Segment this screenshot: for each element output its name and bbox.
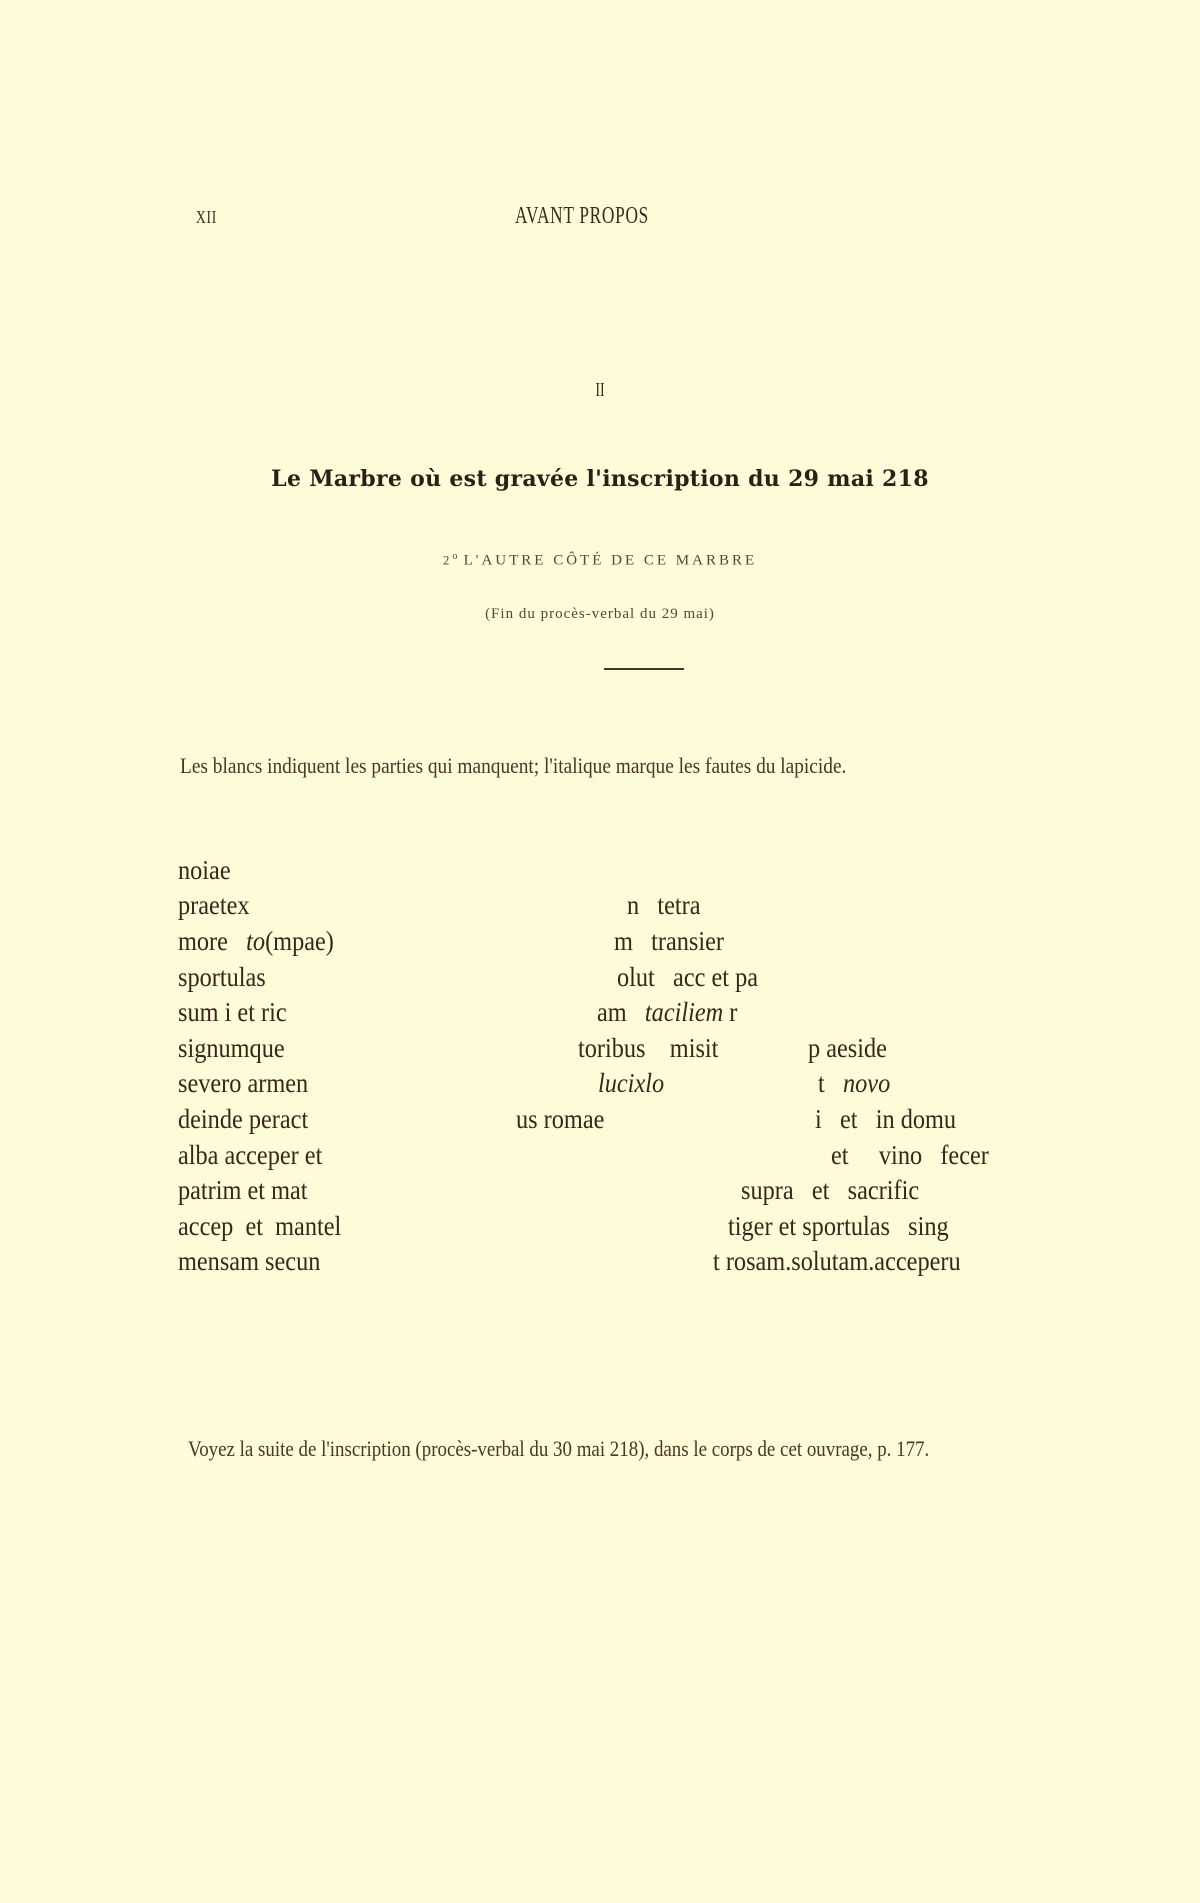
intro-paragraph: Les blancs indiquent les parties qui manquent; l'italique marque les fautes du lapicide. [180,753,847,778]
footer-note: Voyez la suite de l'inscription (procès-verbal du 30 mai 218), dans le corps de cet ouvrage, p. 177. [188,1436,930,1461]
inscription-word: t [818,1068,825,1098]
inscription-left-line: praetex [178,890,250,920]
inscription-right-line [597,997,737,1027]
divider-rule [604,668,684,670]
inscription-right-line: tiger et sportulas sing [728,1211,949,1241]
inscription-left-line: sportulas [178,962,266,992]
inscription-right-line: t rosam.solutam.acceperu [713,1246,961,1276]
lapicide-error-italic: novo [842,1068,891,1098]
inscription-right-line: n tetra [627,890,701,920]
inscription-right-line: i et in domu [815,1104,957,1134]
inscription-word: r [729,997,738,1027]
inscription-right-line: toribus misit [578,1033,719,1063]
subtitle-ordinal: o [452,551,458,562]
inscription-right-line: supra et sacrific [741,1175,920,1205]
inscription-left-line: accep et mantel [178,1211,342,1241]
inscription-left-line: deinde peract [178,1104,309,1134]
lapicide-error-italic: lucixlo [598,1068,665,1098]
section-title: Le Marbre où est gravée l'inscription du 29 mai 218 [271,466,929,492]
inscription-right-line: et vino fecer [831,1140,989,1170]
inscription-right-line [818,1068,890,1098]
section-number: II [595,379,605,401]
inscription-word: more [178,926,228,956]
inscription-left-line: alba acceper et [178,1140,323,1170]
inscription-left-line: severo armen [178,1068,309,1098]
inscription-right-line: us romae [516,1104,605,1134]
page-number: XII [196,207,217,227]
lapicide-error-italic: taciliem [644,997,724,1027]
subtitle-number: 2 [442,552,453,568]
lapicide-error-italic: to [246,926,266,956]
inscription-left-line: patrim et mat [178,1175,308,1205]
inscription-restoration: (mpae) [265,926,334,956]
inscription-right-line: olut acc et pa [617,962,759,992]
inscription-right-line: p aeside [808,1033,887,1063]
inscription-left-line: mensam secun [178,1246,321,1276]
inscription-left-line: signumque [178,1033,285,1063]
inscription-right-line: m transier [614,926,724,956]
inscription-word: am [597,997,627,1027]
section-subtitle [0,551,1200,569]
subtitle-text: L'AUTRE CÔTÉ DE CE MARBRE [463,552,758,569]
running-head-title: AVANT PROPOS [515,203,649,229]
section-subnote: (Fin du procès-verbal du 29 mai) [485,606,715,622]
inscription-left-line: sum i et ric [178,997,287,1027]
inscription-right-line [598,1068,664,1098]
inscription-left-line: noiae [178,855,231,885]
inscription-left-line [178,926,334,956]
